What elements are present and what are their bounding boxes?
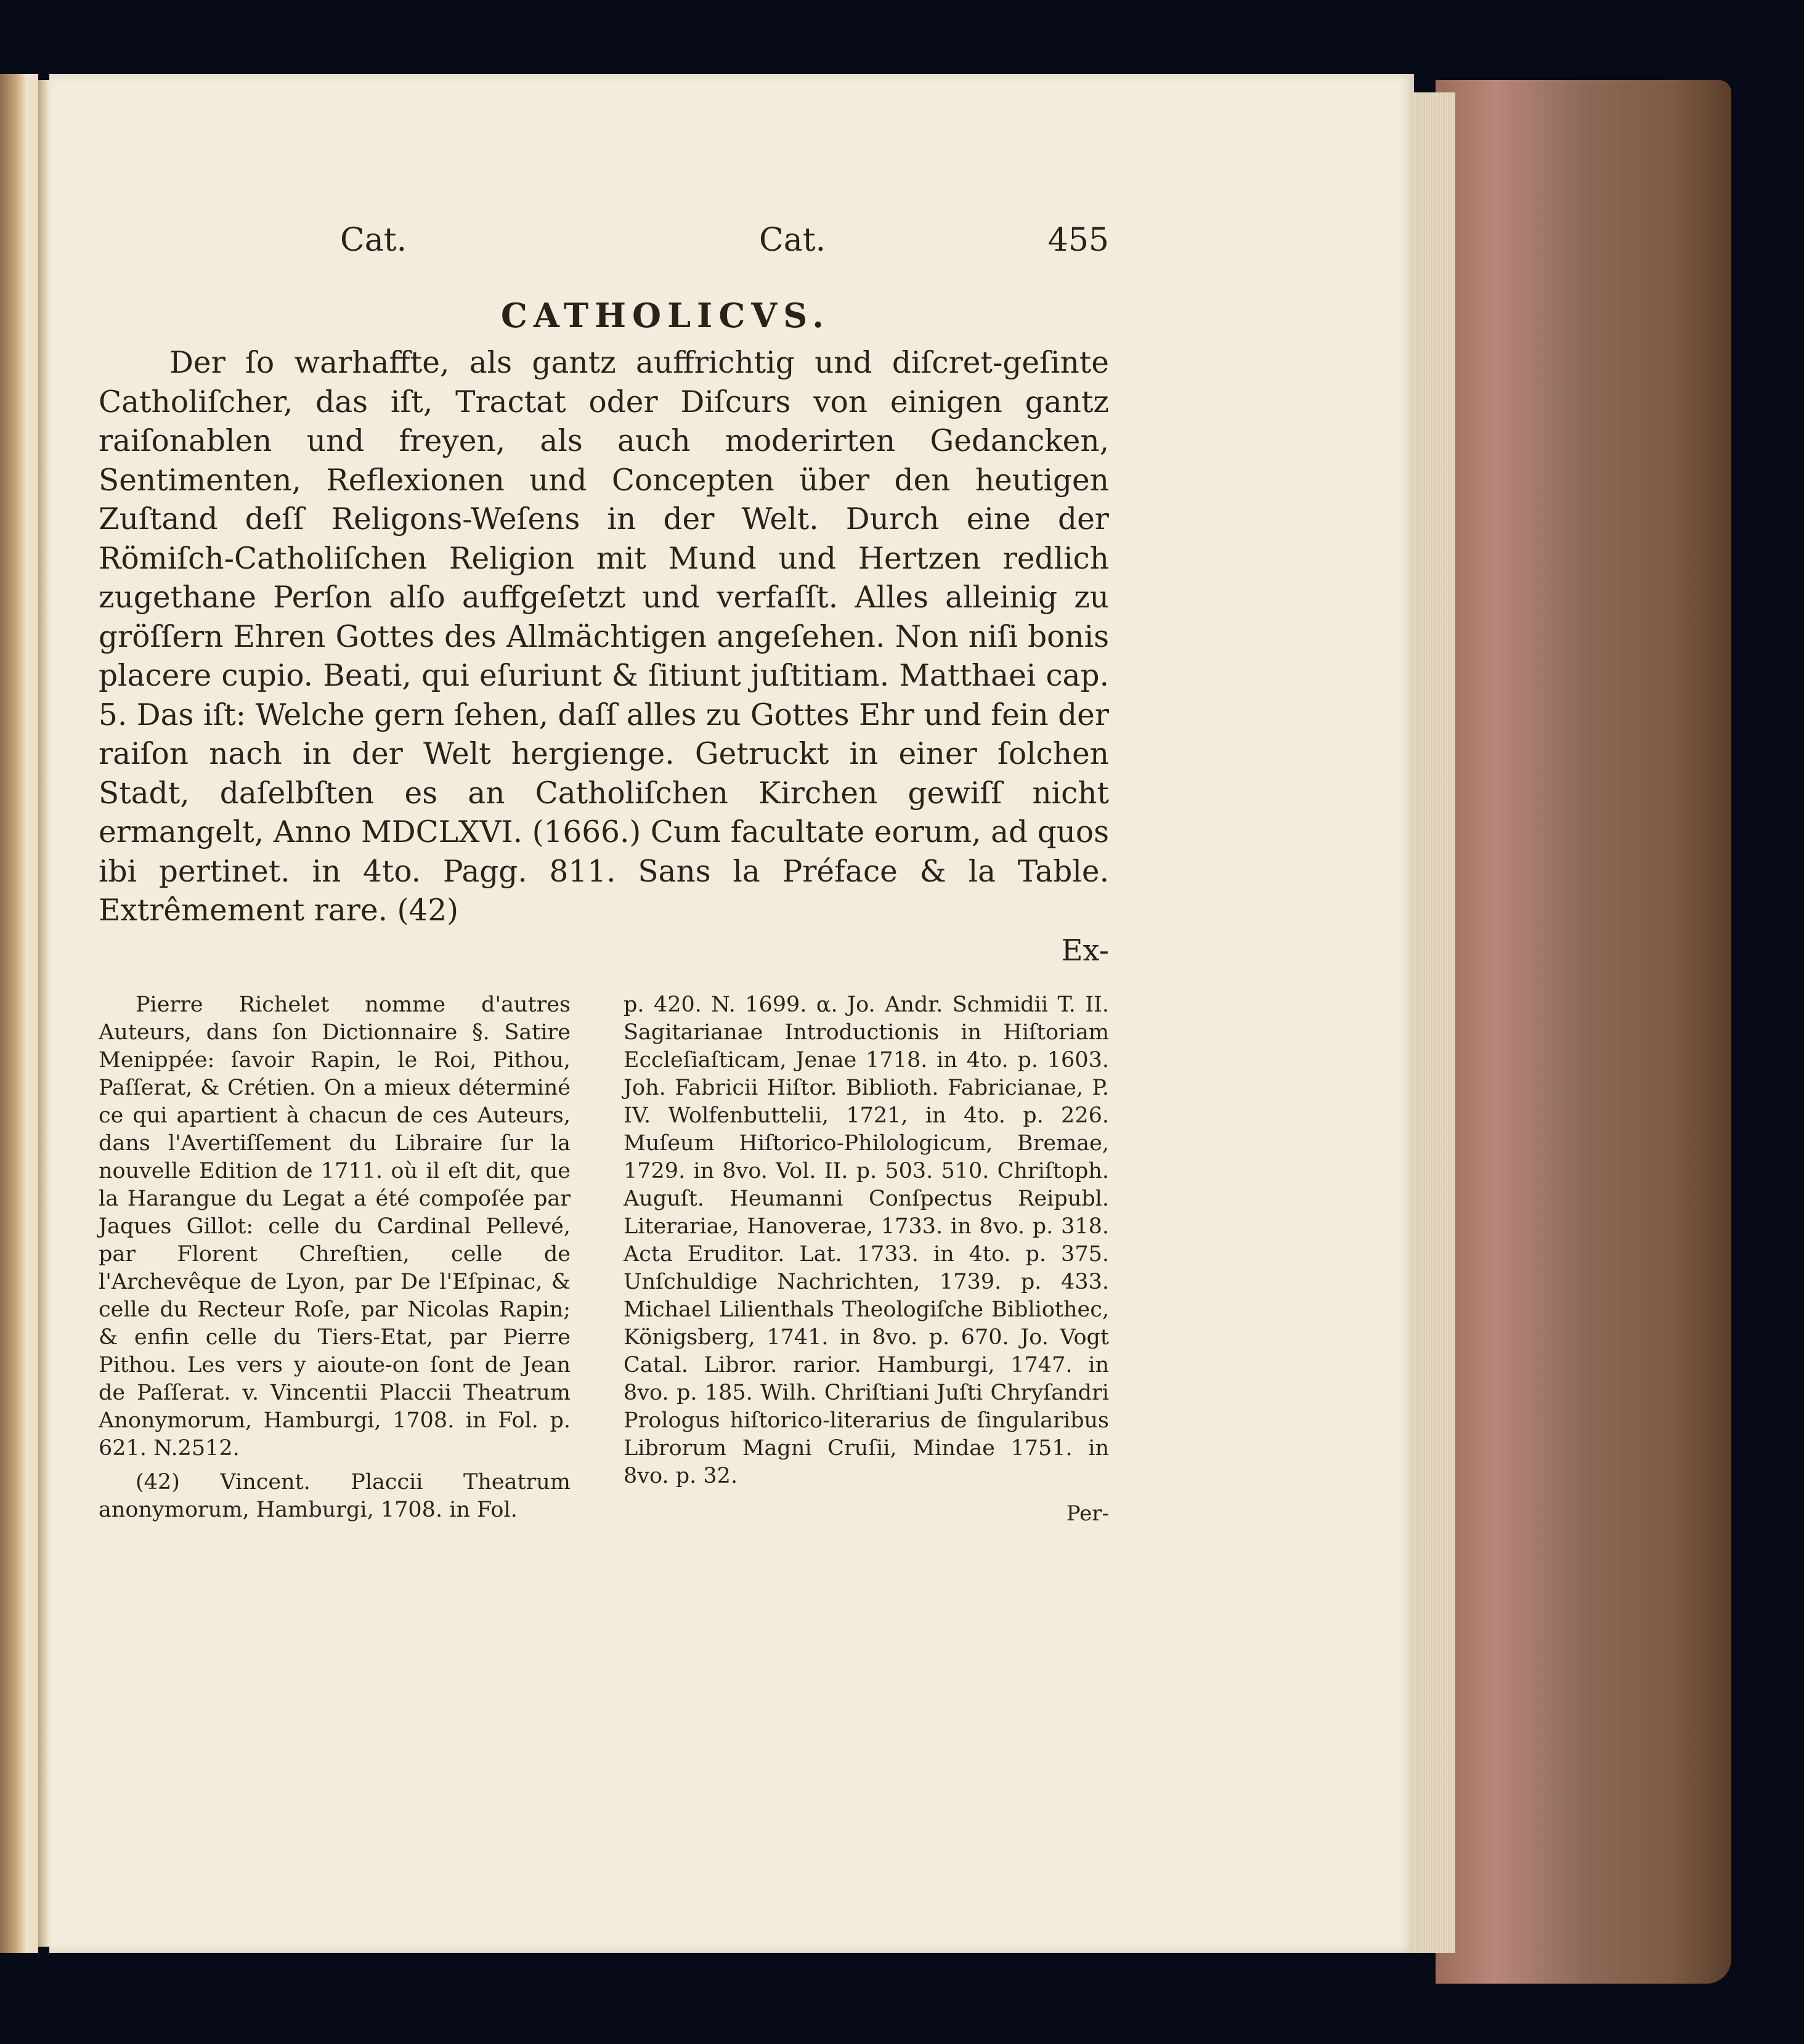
running-header [99,222,1109,296]
footnote-left-text: Pierre Richelet nomme d'autres Auteurs, dans ſon Dictionnaire §. Satire Menippée: ſavoir Rapin, le Roi, Pithou, Paſſerat, & Crétien. On a mieux déterminé ce qui apartient à chacun de ces Auteurs, dans l'Avertiſſement du Libraire ſur la nouvelle Edition de 1711. où il eſt dit, que la Harangue du Legat a été compoſée par Jaques Gillot: celle du Cardinal Pellevé, par Florent Chreſtien, celle de l'Archevêque de Lyon, par De l'Eſpinac, & celle du Recteur Roſe, par Nicolas Rapin; & enfin celle du Tiers-Etat, par Pierre Pithou. Les vers y aioute-on ſont de Jean de Paſſerat. v. Vincentii Placcii Theatrum Anonymorum, Hamburgi, 1708. in Fol. p. 621. N.2512. [99,992,571,1461]
footnotes-area [99,991,1109,1669]
footnote-42 [99,1469,571,1524]
left-page-edge [0,74,38,1953]
continuation-word: Ex- [1061,933,1109,968]
page-number: 455 [1047,222,1109,259]
entry-text: Der ſo warhaffte, als gantz auffrichtig und diſcret-geſinte Catholiſcher, das iſt, Tractat oder Diſcurs von einigen gantz raiſonablen und freyen, als auch moderirten Gedancken, Sentimenten, Reflexionen und Concepten über den heutigen Zuſtand deſſ Religons-Weſens in der Welt. Durch eine der Römiſch-Catholiſchen Religion mit Mund und Hertzen redlich zugethane Perſon alſo auffgeſetzt und verfaſſt. Alles alleinig zu gröſſern Ehren Gottes des Allmächtigen angeſehen. Non niſi bonis placere cupio. Beati, qui eſuriunt & ſitiunt juſtitiam. Matthaei cap. 5. Das iſt: Welche gern ſehen, daſſ alles zu Gottes Ehr und fein der raiſon nach in der Welt hergienge. Getruckt in einer ſolchen Stadt, daſelbſten es an Catholiſchen Kirchen gewiſſ nicht ermangelt, Anno MDCLXVI. (1666.) Cum facultate eorum, ad quos ibi pertinet. in 4to. Pagg. 811. Sans la Préface & la Table. Extrêmement rare. (42) [99,346,1109,928]
book-gutter [38,80,49,1947]
header-center-word: Cat. [759,222,826,259]
entry-title: CATHOLICVS. [500,296,831,335]
entry-body [99,344,1109,931]
page-content [99,222,1109,1669]
footnote-right-body: p. 420. N. 1699. α. Jo. Andr. Schmidii T. II. Sagitarianae Introductionis in Hiſtoriam Eccleſiaſticam, Jenae 1718. in 4to. p. 1603. Joh. Fabricii Hiſtor. Biblioth. Fabricianae, P. IV. Wolfenbuttelii, 1721, in 4to. p. 226. Muſeum Hiſtorico-Philologicum, Bremae, 1729. in 8vo. Vol. II. p. 503. 510. Chriſtoph. Auguſt. Heumanni Conſpectus Reipubl. Literariae, Hanoverae, 1733. in 8vo. p. 318. Acta Eruditor. Lat. 1733. in 4to. p. 375. Unſchuldige Nachrichten, 1739. p. 433. Michael Lilienthals Theologiſche Bibliothec, Königsberg, 1741. in 8vo. p. 670. Jo. Vogt Catal. Libror. rarior. Hamburgi, 1747. in 8vo. p. 185. Wilh. Chriſtiani Juſti Chryſandri Prologus hiſtorico-literarius de ſingularibus Librorum Magni Cruſii, Mindae 1751. in 8vo. p. 32. [624,992,1109,1488]
page-edges [1411,92,1455,1953]
book-cover-edge [1436,80,1731,1984]
header-left-word: Cat. [340,222,407,259]
footnote-column-left [99,991,571,1524]
footnote-42-text: (42) Vincent. Placcii Theatrum anonymorum, Hamburgi, 1708. in Fol. [99,1469,571,1522]
footnote-column-right [624,991,1109,1528]
catchword: Per- [1066,1501,1109,1526]
footnote-left-body [99,991,571,1462]
